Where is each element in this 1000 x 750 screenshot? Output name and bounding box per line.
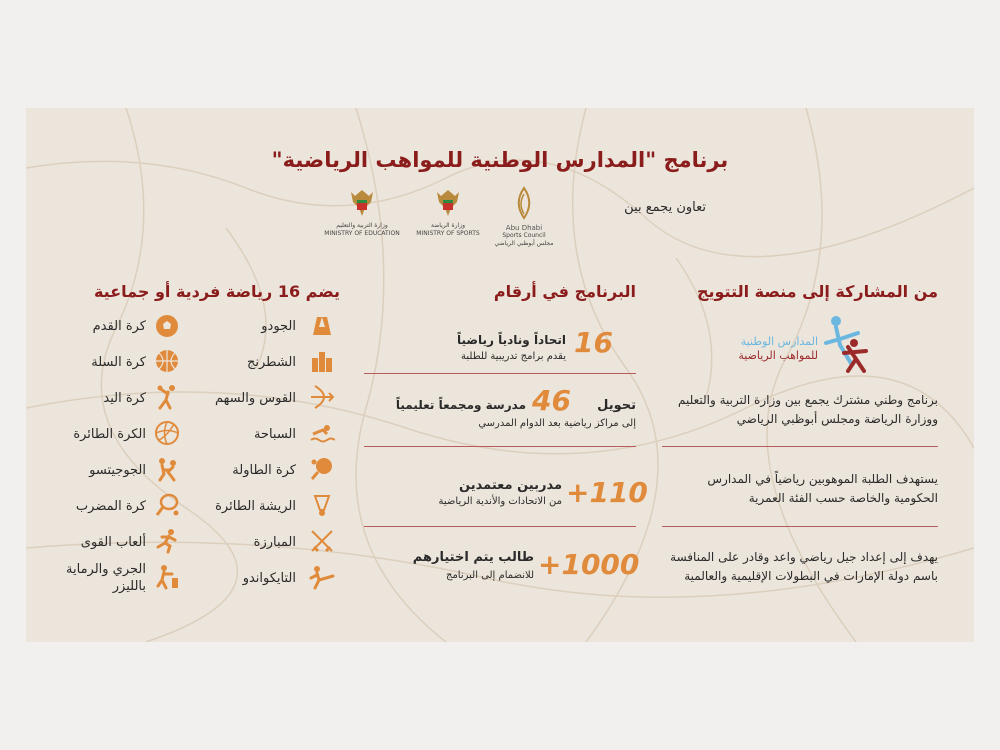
divider [662,526,938,527]
stat-4-number: +1000 [538,548,640,581]
infographic-card [26,108,974,642]
page-title: برنامج "المدارس الوطنية للمواهب الرياضية" [271,148,729,172]
sport-table-tennis: كرة الطاولة [232,463,296,478]
sport-football: كرة القدم [92,319,146,334]
paragraph-1-line-2: ووزارة الرياضة ومجلس أبوظبي الرياضي [736,412,938,426]
laser-run-icon [154,564,180,590]
sports-title: يضم 16 رياضة فردية أو جماعية [93,282,340,301]
program-figure-icon [818,313,870,373]
divider [364,446,636,447]
adsc-logo [494,186,554,248]
stat-1-number: 16 [574,326,613,359]
archery-icon [309,384,335,410]
moe-line1: وزارة التربية والتعليم [336,222,388,229]
stat-1-main: اتحاداً ونادياً رياضياً [457,333,566,347]
moe-line2: MINISTRY OF EDUCATION [324,230,400,237]
stat-4-sub: للانضمام إلى البرنامج [445,570,534,581]
sport-basketball: كرة السلة [91,355,146,370]
sport-athletics: ألعاب القوى [80,535,146,550]
laser-run-line-2: بالليزر [112,579,146,594]
taekwondo-icon [309,564,335,590]
divider [662,446,938,447]
tennis-icon [154,492,180,518]
stat-2-number: 46 [532,384,571,417]
chess-icon [309,348,335,374]
adsc-line2: Sports Council [502,232,546,239]
stat-2-sub: إلى مراكز رياضية بعد الدوام المدرسي [478,418,636,429]
paragraph-2-line-2: الحكومية والخاصة حسب الفئة العمرية [748,491,938,505]
stat-3-main: مدربين معتمدين [459,478,562,493]
jiujitsu-icon [154,456,180,482]
sport-swimming: السباحة [253,427,296,442]
participation-paragraph-1 [658,391,938,429]
athletics-icon [154,528,180,554]
stat-1-sub: يقدم برامج تدريبية للطلبة [461,351,566,362]
participation-paragraph-3 [658,548,938,586]
numbers-title: البرنامج في أرقام [493,282,636,301]
laser-run-line-1: الجري والرماية [66,562,146,577]
stat-3-number: +110 [566,476,648,509]
paragraph-3-line-2: باسم دولة الإمارات في البطولات الإقليمية والعالمية [684,569,938,583]
table-tennis-icon [309,456,335,482]
badminton-icon [309,492,335,518]
stat-4-main: طالب يتم اختيارهم [412,550,534,565]
handball-icon [154,384,180,410]
sport-taekwondo: التايكواندو [242,571,296,586]
sport-fencing: المبارزة [253,535,296,550]
sport-archery: القوس والسهم [215,391,296,406]
participation-title: من المشاركة إلى منصة التتويج [696,282,938,301]
stat-2-prefix: تحويل [597,398,636,413]
uae-emblem-icon [347,188,377,218]
sport-laser-run [56,561,146,595]
sport-jiujitsu: الجوجيتسو [89,463,146,478]
program-logo-line2: للمواهب الرياضية [738,349,818,362]
paragraph-2-line-1: يستهدف الطلبة الموهوبين رياضياً في المدارس [707,472,938,486]
participation-paragraph-2 [658,470,938,508]
swimming-icon [309,420,335,446]
sport-volleyball: الكرة الطائرة [73,427,146,442]
ministry-of-sports-logo [410,188,486,238]
adsc-emblem-icon [509,186,539,220]
judo-icon [309,313,335,339]
divider [364,526,636,527]
volleyball-icon [154,420,180,446]
program-logo [726,313,886,373]
program-logo-line1: المدارس الوطنية [740,335,818,348]
stat-2-main: مدرسة ومجمعاً تعليمياً [395,398,526,412]
paragraph-1-line-1: برنامج وطني مشترك يجمع بين وزارة التربية والتعليم [678,393,938,407]
collaboration-text: تعاون يجمع بين [624,200,706,215]
stat-3-sub: من الاتحادات والأندية الرياضية [438,496,562,507]
adsc-line1: Abu Dhabi [505,224,543,232]
fencing-icon [309,528,335,554]
adsc-line3: مجلس أبوظبي الرياضي [494,240,554,247]
ministry-of-education-logo [318,188,406,238]
mos-line2: MINISTRY OF SPORTS [416,230,480,237]
basketball-icon [154,348,180,374]
sport-handball: كرة اليد [103,391,146,406]
sport-badminton: الريشة الطائرة [215,499,296,514]
sport-judo: الجودو [261,319,296,334]
paragraph-3-line-1: يهدف إلى إعداد جيل رياضي واعد وقادر على المنافسة [670,550,938,564]
sport-tennis: كرة المضرب [75,499,146,514]
mos-line1: وزارة الرياضة [430,222,466,229]
football-icon [154,313,180,339]
uae-emblem-icon [433,188,463,218]
divider [364,373,636,374]
sport-chess: الشطرنج [246,355,296,370]
